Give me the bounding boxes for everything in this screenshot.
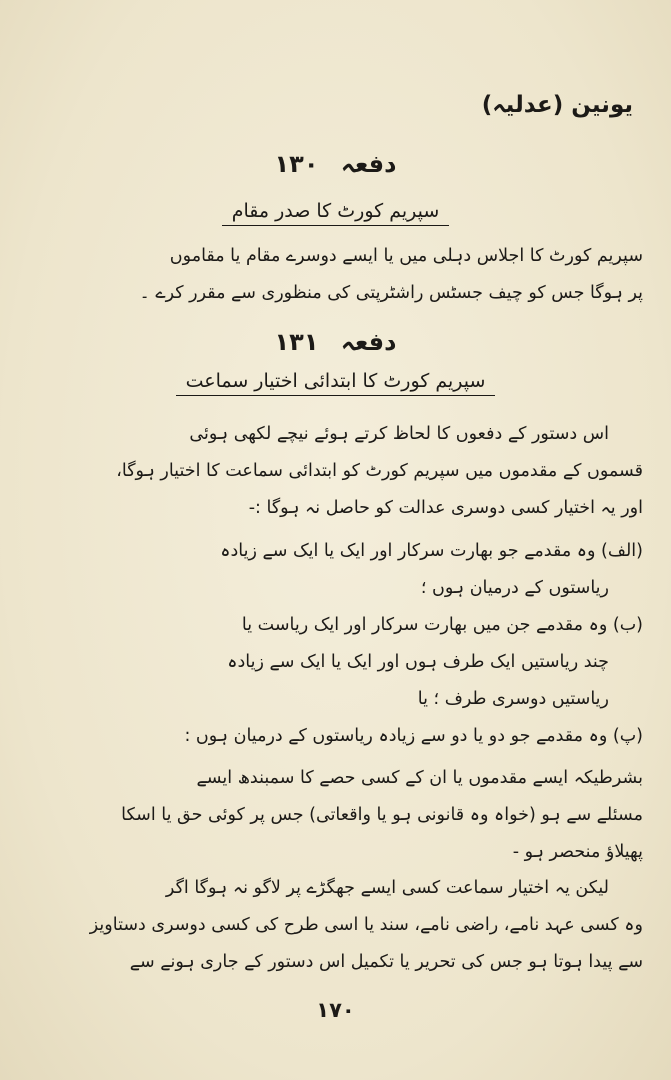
proviso-line: بشرطیکہ ایسے مقدموں یا ان کے کسی حصے کا سمبندھ ایسے — [196, 768, 643, 788]
section-130-title-text: سپریم کورٹ کا صدر مقام — [222, 200, 450, 226]
section-130-body — [24, 238, 643, 312]
section-131-intro — [24, 416, 643, 527]
proviso-line: پھیلاؤ منحصر ہو - — [512, 842, 643, 862]
clause-line: (الف) وہ مقدمے جو بھارت سرکار اور ایک یا ایک سے زیادہ — [220, 541, 643, 561]
intro-line: اس دستور کے دفعوں کا لحاظ کرتے ہوئے نیچے لکھی ہوئی — [189, 424, 609, 444]
section-130-line: پر ہوگا جس کو چیف جسٹس راشٹرپتی کی منظوری سے مقرر کرے ۔ — [139, 283, 643, 303]
clause-line: ریاستوں کے درمیان ہوں ؛ — [420, 578, 609, 598]
clause-line: چند ریاستیں ایک طرف ہوں اور ایک یا ایک سے زیادہ — [227, 652, 609, 672]
section-131-title — [0, 370, 671, 392]
intro-line: قسموں کے مقدموں میں سپریم کورٹ کو ابتدائی سماعت کا اختیار ہوگا، — [116, 461, 643, 481]
clause-line: (ب) وہ مقدمے جن میں بھارت سرکار اور ایک ریاست یا — [241, 615, 643, 635]
section-130-title — [0, 200, 671, 222]
intro-line: اور یہ اختیار کسی دوسری عدالت کو حاصل نہ ہوگا :- — [248, 498, 643, 518]
proviso-line: مسئلے سے ہو (خواہ وہ قانونی ہو یا واقعاتی) جس پر کوئی حق یا اسکا — [121, 805, 643, 825]
clause-line: ریاستیں دوسری طرف ؛ یا — [417, 689, 609, 709]
clause-line: (پ) وہ مقدمے جو دو یا دو سے زیادہ ریاستوں کے درمیان ہوں : — [184, 726, 643, 746]
section-131-number: دفعہ ۱۳۱ — [274, 328, 397, 356]
section-131-title-text: سپریم کورٹ کا ابتدائی اختیار سماعت — [176, 370, 496, 396]
section-131-clauses — [24, 533, 643, 755]
continuation-line: لیکن یہ اختیار سماعت کسی ایسے جھگڑے پر لاگو نہ ہوگا اگر — [165, 878, 609, 898]
running-head: یونین (عدلیہ) — [481, 92, 633, 118]
section-130-line: سپریم کورٹ کا اجلاس دہلی میں یا ایسے دوسرے مقام یا مقاموں — [169, 246, 643, 266]
section-131-proviso — [24, 760, 643, 871]
section-130-number: دفعہ ۱۳۰ — [274, 150, 397, 178]
page-number: ۱۷۰ — [316, 998, 355, 1022]
section-131-continuation — [24, 870, 643, 981]
continuation-line: سے پیدا ہوتا ہو جس کی تحریر یا تکمیل اس دستور کے جاری ہونے سے — [129, 952, 643, 972]
continuation-line: وہ کسی عہد نامے، راضی نامے، سند یا اسی طرح کی کسی دوسری دستاویز — [89, 915, 643, 935]
